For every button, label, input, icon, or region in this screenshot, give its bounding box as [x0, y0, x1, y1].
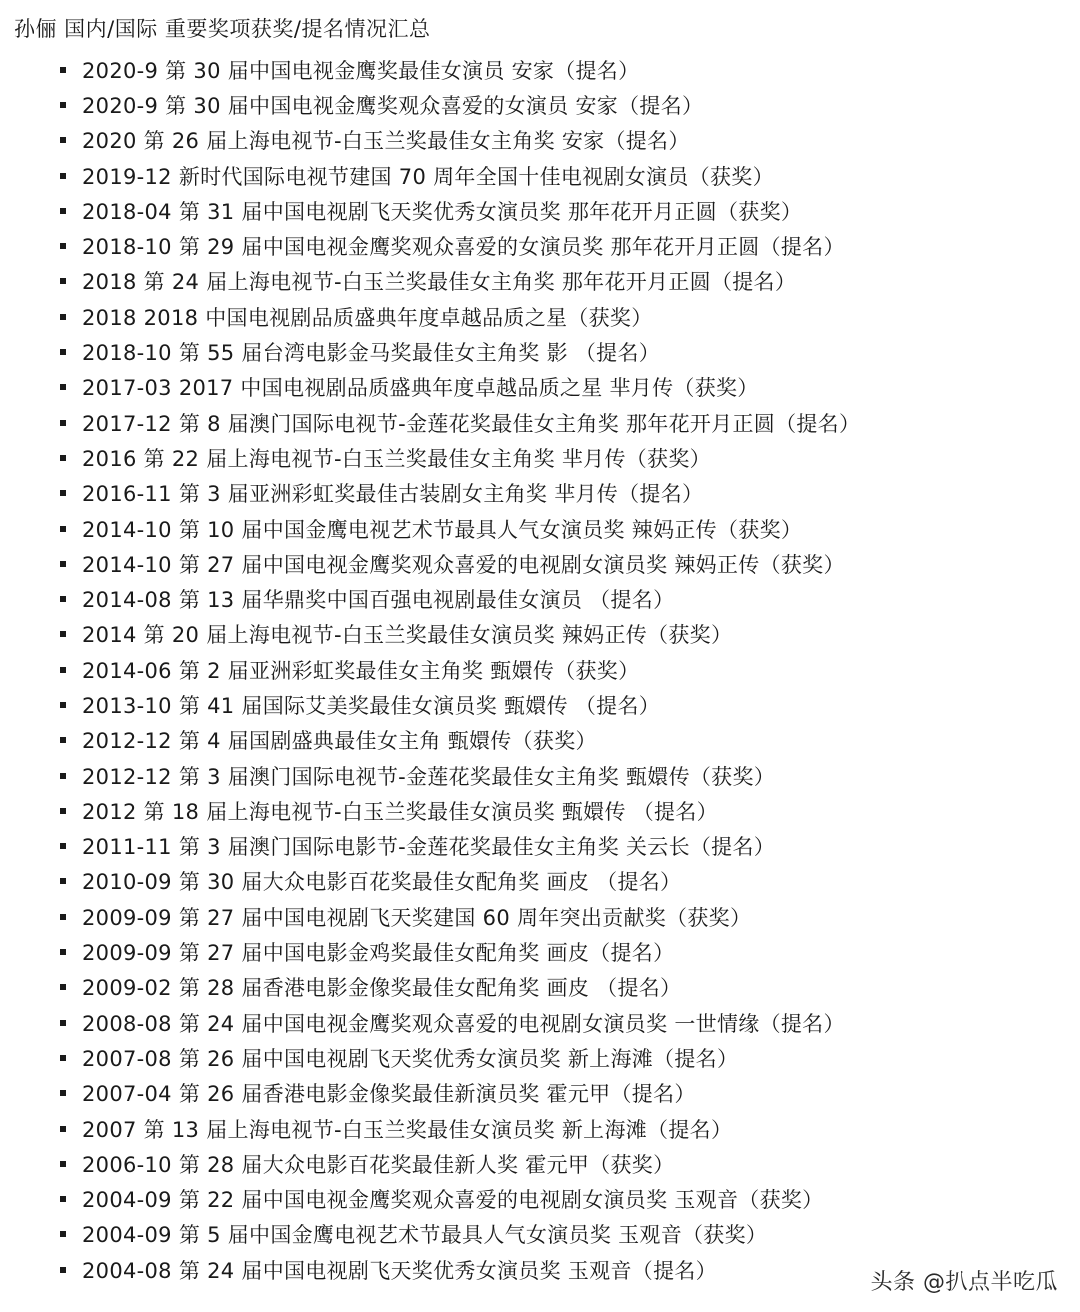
bullet-icon: [60, 1090, 66, 1096]
list-item: [60, 52, 860, 87]
bullet-icon: [60, 737, 66, 743]
list-item: [60, 1217, 860, 1252]
bullet-icon: [60, 1020, 66, 1026]
list-item: [60, 1182, 860, 1217]
list-item-text: 2004-09 第 5 届中国金鹰电视艺术节最具人气女演员奖 玉观音（获奖）: [82, 1223, 768, 1248]
list-item: [60, 1252, 860, 1287]
bullet-icon: [60, 667, 66, 673]
list-item-text: 2014 第 20 届上海电视节-白玉兰奖最佳女演员奖 辣妈正传（获奖）: [82, 623, 733, 648]
bullet-icon: [60, 878, 66, 884]
list-item-text: 2017-03 2017 中国电视剧品质盛典年度卓越品质之星 芈月传（获奖）: [82, 376, 759, 401]
bullet-icon: [60, 808, 66, 814]
list-item: [60, 440, 860, 475]
bullet-icon: [60, 1161, 66, 1167]
bullet-icon: [60, 984, 66, 990]
bullet-icon: [60, 702, 66, 708]
list-item: [60, 899, 860, 934]
list-item-text: 2008-08 第 24 届中国电视金鹰奖观众喜爱的电视剧女演员奖 一世情缘（提名）: [82, 1011, 845, 1036]
bullet-icon: [60, 208, 66, 214]
list-item-text: 2012-12 第 3 届澳门国际电视节-金莲花奖最佳女主角奖 甄嬛传（获奖）: [82, 764, 776, 789]
bullet-icon: [60, 278, 66, 284]
list-item-text: 2010-09 第 30 届大众电影百花奖最佳女配角奖 画皮 （提名）: [82, 870, 682, 895]
list-item-text: 2020 第 26 届上海电视节-白玉兰奖最佳女主角奖 安家（提名）: [82, 129, 690, 154]
list-item-text: 2018-04 第 31 届中国电视剧飞天奖优秀女演员奖 那年花开月正圆（获奖）: [82, 199, 803, 224]
list-item: [60, 1146, 860, 1181]
list-item-text: 2020-9 第 30 届中国电视金鹰奖观众喜爱的女演员 安家（提名）: [82, 93, 704, 118]
list-item-text: 2007 第 13 届上海电视节-白玉兰奖最佳女演员奖 新上海滩（提名）: [82, 1117, 733, 1142]
list-item-text: 2014-08 第 13 届华鼎奖中国百强电视剧最佳女演员 （提名）: [82, 588, 675, 613]
bullet-icon: [60, 137, 66, 143]
list-item: [60, 299, 860, 334]
list-item-text: 2014-10 第 10 届中国金鹰电视艺术节最具人气女演员奖 辣妈正传（获奖）: [82, 517, 803, 542]
list-item-text: 2007-04 第 26 届香港电影金像奖最佳新演员奖 霍元甲（提名）: [82, 1082, 696, 1107]
list-item: [60, 511, 860, 546]
list-item-text: 2018-10 第 29 届中国电视金鹰奖观众喜爱的女演员奖 那年花开月正圆（提名）: [82, 235, 845, 260]
list-item-text: 2007-08 第 26 届中国电视剧飞天奖优秀女演员奖 新上海滩（提名）: [82, 1046, 739, 1071]
list-item-text: 2004-08 第 24 届中国电视剧飞天奖优秀女演员奖 玉观音（提名）: [82, 1258, 717, 1283]
list-item-text: 2011-11 第 3 届澳门国际电影节-金莲花奖最佳女主角奖 关云长（提名）: [82, 835, 776, 860]
list-item: [60, 334, 860, 369]
list-item: [60, 723, 860, 758]
list-item: [60, 193, 860, 228]
list-item: [60, 123, 860, 158]
bullet-icon: [60, 561, 66, 567]
list-item: [60, 617, 860, 652]
list-item: [60, 581, 860, 616]
bullet-icon: [60, 384, 66, 390]
list-item: [60, 370, 860, 405]
list-item: [60, 652, 860, 687]
list-item-text: 2017-12 第 8 届澳门国际电视节-金莲花奖最佳女主角奖 那年花开月正圆（提名）: [82, 411, 861, 436]
bullet-icon: [60, 773, 66, 779]
list-item-text: 2009-09 第 27 届中国电视剧飞天奖建国 60 周年突出贡献奖（获奖）: [82, 905, 752, 930]
list-item: [60, 934, 860, 969]
list-item: [60, 864, 860, 899]
list-item: [60, 87, 860, 122]
bullet-icon: [60, 1055, 66, 1061]
list-item: [60, 1040, 860, 1075]
list-item-text: 2004-09 第 22 届中国电视金鹰奖观众喜爱的电视剧女演员奖 玉观音（获奖）: [82, 1188, 824, 1213]
list-item-text: 2009-02 第 28 届香港电影金像奖最佳女配角奖 画皮 （提名）: [82, 976, 682, 1001]
list-item: [60, 687, 860, 722]
page-title: 孙俪 国内/国际 重要奖项获奖/提名情况汇总: [14, 17, 431, 41]
bullet-icon: [60, 1126, 66, 1132]
list-item-text: 2018-10 第 55 届台湾电影金马奖最佳女主角奖 影 （提名）: [82, 341, 661, 366]
bullet-icon: [60, 102, 66, 108]
bullet-icon: [60, 349, 66, 355]
list-item: [60, 546, 860, 581]
list-item-text: 2019-12 新时代国际电视节建国 70 周年全国十佳电视剧女演员（获奖）: [82, 164, 774, 189]
list-item-text: 2018 2018 中国电视剧品质盛典年度卓越品质之星（获奖）: [82, 305, 653, 330]
list-item: [60, 476, 860, 511]
list-item-text: 2009-09 第 27 届中国电影金鸡奖最佳女配角奖 画皮（提名）: [82, 941, 675, 966]
list-item: [60, 829, 860, 864]
bullet-icon: [60, 914, 66, 920]
list-item-text: 2016 第 22 届上海电视节-白玉兰奖最佳女主角奖 芈月传（获奖）: [82, 446, 711, 471]
list-item: [60, 158, 860, 193]
bullet-icon: [60, 67, 66, 73]
list-item: [60, 758, 860, 793]
bullet-icon: [60, 949, 66, 955]
bullet-icon: [60, 490, 66, 496]
bullet-icon: [60, 173, 66, 179]
list-item-text: 2012-12 第 4 届国剧盛典最佳女主角 甄嬛传（获奖）: [82, 729, 597, 754]
award-list: [60, 52, 860, 1287]
list-item: [60, 228, 860, 263]
bullet-icon: [60, 1267, 66, 1273]
list-item: [60, 970, 860, 1005]
list-item-text: 2016-11 第 3 届亚洲彩虹奖最佳古装剧女主角奖 芈月传（提名）: [82, 482, 704, 507]
bullet-icon: [60, 420, 66, 426]
bullet-icon: [60, 1196, 66, 1202]
bullet-icon: [60, 314, 66, 320]
list-item-text: 2020-9 第 30 届中国电视金鹰奖最佳女演员 安家（提名）: [82, 58, 640, 83]
list-item-text: 2012 第 18 届上海电视节-白玉兰奖最佳女演员奖 甄嬛传 （提名）: [82, 799, 718, 824]
bullet-icon: [60, 631, 66, 637]
watermark: 头条 @扒点半吃瓜: [870, 1270, 1058, 1295]
bullet-icon: [60, 596, 66, 602]
list-item-text: 2006-10 第 28 届大众电影百花奖最佳新人奖 霍元甲（获奖）: [82, 1152, 675, 1177]
list-item-text: 2018 第 24 届上海电视节-白玉兰奖最佳女主角奖 那年花开月正圆（提名）: [82, 270, 797, 295]
list-item-text: 2013-10 第 41 届国际艾美奖最佳女演员奖 甄嬛传 （提名）: [82, 693, 661, 718]
list-item: [60, 264, 860, 299]
list-item: [60, 405, 860, 440]
bullet-icon: [60, 455, 66, 461]
list-item-text: 2014-06 第 2 届亚洲彩虹奖最佳女主角奖 甄嬛传（获奖）: [82, 658, 640, 683]
list-item: [60, 1005, 860, 1040]
list-item-text: 2014-10 第 27 届中国电视金鹰奖观众喜爱的电视剧女演员奖 辣妈正传（获奖）: [82, 552, 845, 577]
bullet-icon: [60, 843, 66, 849]
bullet-icon: [60, 243, 66, 249]
list-item: [60, 1076, 860, 1111]
bullet-icon: [60, 526, 66, 532]
list-item: [60, 1111, 860, 1146]
list-item: [60, 793, 860, 828]
bullet-icon: [60, 1231, 66, 1237]
